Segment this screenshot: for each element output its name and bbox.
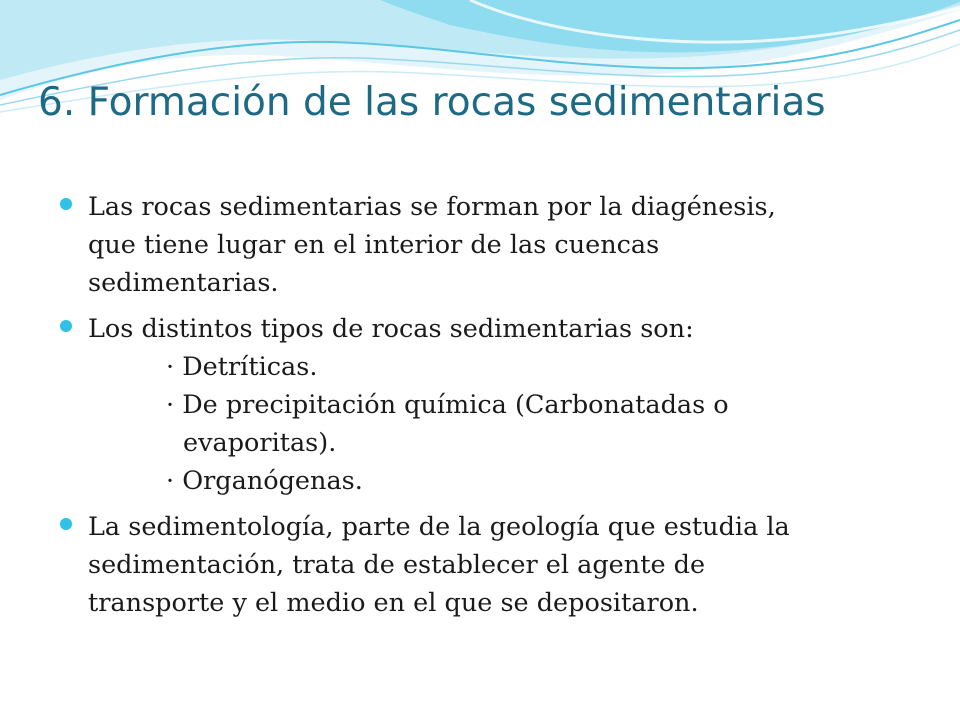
slide-body (60, 188, 920, 622)
slide-title: 6. Formación de las rocas sedimentarias (38, 80, 826, 125)
sub-item-line: evaporitas). (183, 428, 337, 458)
bullet-dot-icon (60, 518, 72, 530)
sub-item-precipitacion: · De precipitación química (Carbonatadas o (166, 390, 729, 420)
bullet-line: Los distintos tipos de rocas sedimentarias son: (88, 314, 694, 344)
bullet-line: que tiene lugar en el interior de las cuencas (88, 230, 660, 260)
sub-item-precipitacion-cont (88, 424, 920, 462)
bullet-dot-icon (60, 198, 72, 210)
bullet-line: sedimentarias. (88, 268, 279, 298)
sub-item-detriticas: · Detríticas. (166, 352, 318, 382)
sub-item-organogenas: · Organógenas. (166, 466, 363, 496)
bullet-sedimentologia (60, 508, 920, 622)
bullet-line: Las rocas sedimentarias se forman por la diagénesis, (88, 192, 776, 222)
bullet-types (60, 310, 920, 500)
bullet-line: transporte y el medio en el que se depositaron. (88, 588, 699, 618)
bullet-line: La sedimentología, parte de la geología que estudia la (88, 512, 790, 542)
bullet-line: sedimentación, trata de establecer el agente de (88, 550, 706, 580)
bullet-dot-icon (60, 320, 72, 332)
bullet-diagenesis (60, 188, 920, 302)
